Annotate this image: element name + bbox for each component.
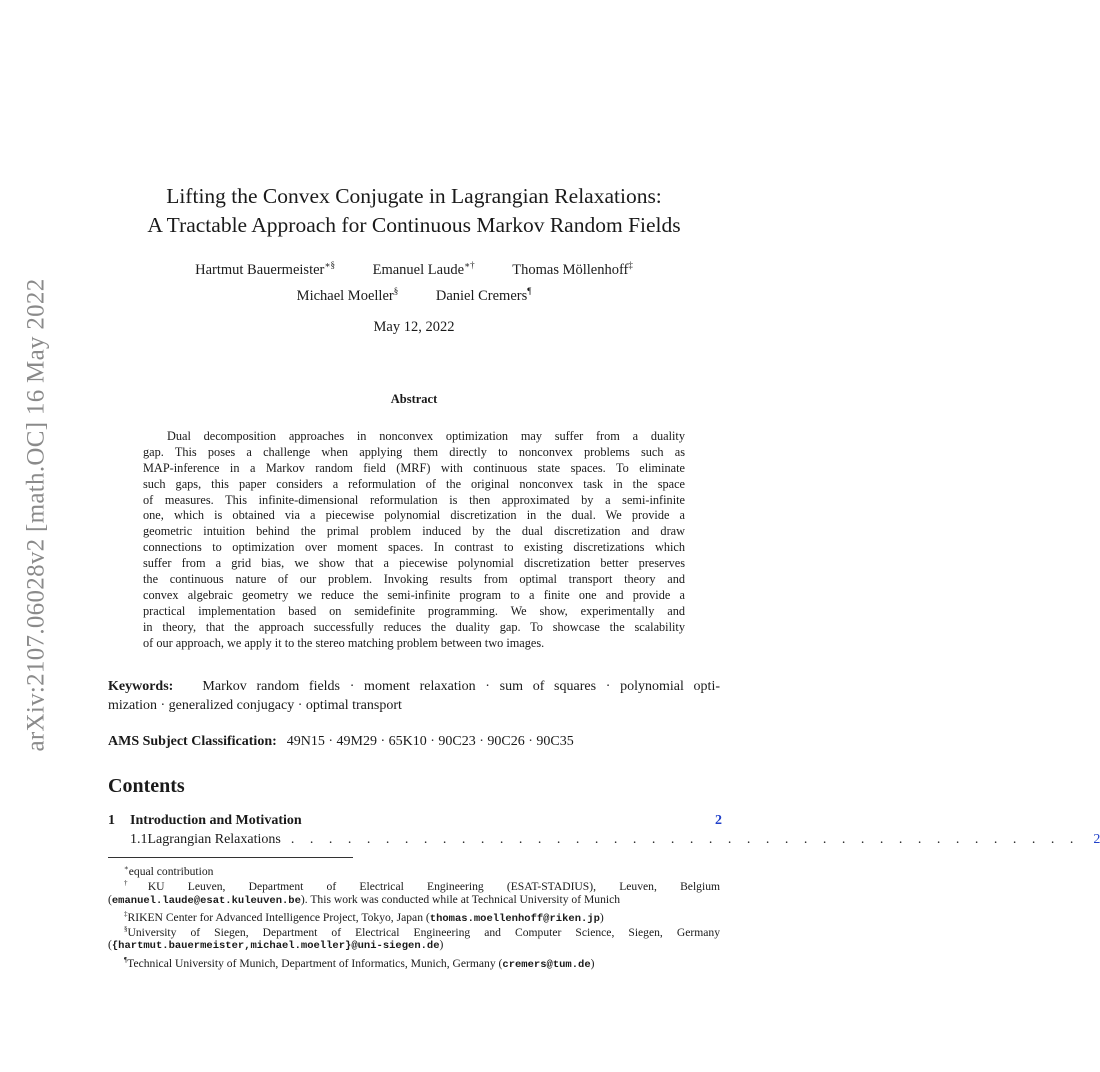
abstract-line: practical implementation based on semidefinite programming. We show, experimentally and (143, 603, 685, 618)
abstract-line: of measures. This infinite-dimensional reformulation is then approximated by a semi-infinite (143, 492, 685, 507)
author: Thomas Möllenhoff‡ (512, 260, 633, 278)
toc-entry[interactable] (108, 813, 722, 829)
arxiv-stamp-text: arXiv:2107.06028v2 [math.OC] 16 May 2022 (23, 278, 50, 752)
footnote-rule (108, 857, 353, 858)
abstract-line: MAP-inference in a Markov random field (MRF) with continuous state spaces. To eliminate (143, 460, 685, 475)
abstract-line: suffer from a grid bias, we show that a piecewise polynomial discretization better preserves (143, 556, 685, 571)
abstract-line: Dual decomposition approaches in nonconvex optimization may suffer from a duality (167, 429, 685, 443)
abstract-line: the continuous nature of our problem. Invoking results from optimal transport theory and (143, 572, 685, 587)
ams-classification (108, 734, 574, 750)
title-line-1: Lifting the Convex Conjugate in Lagrangian Relaxations: (166, 184, 662, 208)
abstract-line: in theory, that the approach successfully reduces the duality gap. To showcase the scalability (143, 619, 685, 634)
contents-heading: Contents (108, 775, 185, 797)
footnote-ku-leuven: †KU Leuven, Department of Electrical Engineering (ESAT-STADIUS), Leuven, Belgium (124, 879, 721, 894)
footnotes (108, 861, 721, 971)
ams-label: AMS Subject Classification: (108, 734, 277, 749)
toc-title[interactable]: Introduction and Motivation (130, 813, 302, 828)
toc-leader-dots: . . . . . . . . . . . . . . . . . . . . . . . . . . . . . . . . . . . . . . . . . . (290, 832, 1080, 847)
ams-codes: 49N15 · 49M29 · 65K10 · 90C23 · 90C26 · 90C35 (286, 734, 574, 749)
footnote-equal: ∗equal contribution (124, 864, 214, 878)
abstract-line: convex algebraic geometry we reduce the semi-infinite program to a finite one and provide a (143, 587, 685, 602)
abstract-line: one, which is obtained via a piecewise polynomial discretization in the dual. We provide a (143, 508, 685, 523)
keywords-label: Keywords: (108, 679, 174, 694)
authors-row-2 (100, 286, 728, 305)
abstract-line: such gaps, this paper considers a reformulation of the original nonconvex task in the space (143, 476, 685, 491)
toc-title[interactable]: Lagrangian Relaxations (147, 832, 281, 847)
paper-title (100, 182, 728, 240)
email-link[interactable]: thomas.moellenhoff@riken.jp (429, 912, 600, 925)
paper-date: May 12, 2022 (373, 319, 455, 335)
footnote-siegen-cont: ({hartmut.bauermeister,michael.moeller}@uni-siegen.de) (108, 938, 444, 953)
toc-number: 1 (108, 813, 115, 828)
footnote-tum: ¶Technical University of Munich, Department of Informatics, Munich, Germany (cremers@tum.de) (124, 955, 595, 971)
author: Emanuel Laude∗† (372, 260, 475, 278)
keywords-block (108, 677, 720, 715)
abstract-line: gap. This poses a challenge when applying them directly to nonconvex problems such as (143, 444, 685, 459)
footnote-riken: ‡RIKEN Center for Advanced Intelligence Project, Tokyo, Japan (thomas.moellenhoff@riken.jp) (124, 909, 604, 925)
keywords-line-2: mization · generalized conjugacy · optimal transport (108, 698, 402, 713)
title-line-2: A Tractable Approach for Continuous Markov Random Fields (147, 213, 681, 237)
arxiv-stamp (18, 255, 56, 775)
email-link[interactable]: {hartmut.bauermeister,michael.moeller}@uni-siegen.de (111, 940, 440, 953)
toc-page-link[interactable]: 2 (1093, 832, 1100, 847)
toc-number: 1.1 (130, 832, 148, 847)
abstract-heading: Abstract (390, 392, 438, 406)
toc-entry[interactable] (108, 832, 1100, 848)
abstract-line: of our approach, we apply it to the stereo matching problem between two images. (143, 635, 545, 650)
author: Hartmut Bauermeister∗§ (195, 260, 335, 278)
email-link[interactable]: cremers@tum.de (502, 958, 591, 971)
footnote-siegen: §University of Siegen, Department of Electrical Engineering and Computer Science, Siegen, Germany (124, 925, 720, 940)
abstract-line: connections to optimization over moment spaces. In contrast to existing discretizations which (143, 540, 685, 555)
email-link[interactable]: emanuel.laude@esat.kuleuven.be (111, 894, 301, 907)
author: Michael Moeller§ (296, 286, 399, 304)
footnote-ku-leuven-cont: (emanuel.laude@esat.kuleuven.be). This work was conducted while at Technical University of Munich (108, 892, 621, 907)
abstract-body (143, 429, 685, 651)
authors-row-1 (100, 260, 728, 279)
abstract-line: geometric intuition behind the primal problem induced by the dual discretization and draw (143, 524, 685, 539)
toc-page-link[interactable]: 2 (715, 813, 722, 828)
author: Daniel Cremers¶ (435, 286, 532, 304)
keywords-line-1: Keywords: Markov random fields · moment relaxation · sum of squares · polynomial opti- (108, 679, 720, 694)
